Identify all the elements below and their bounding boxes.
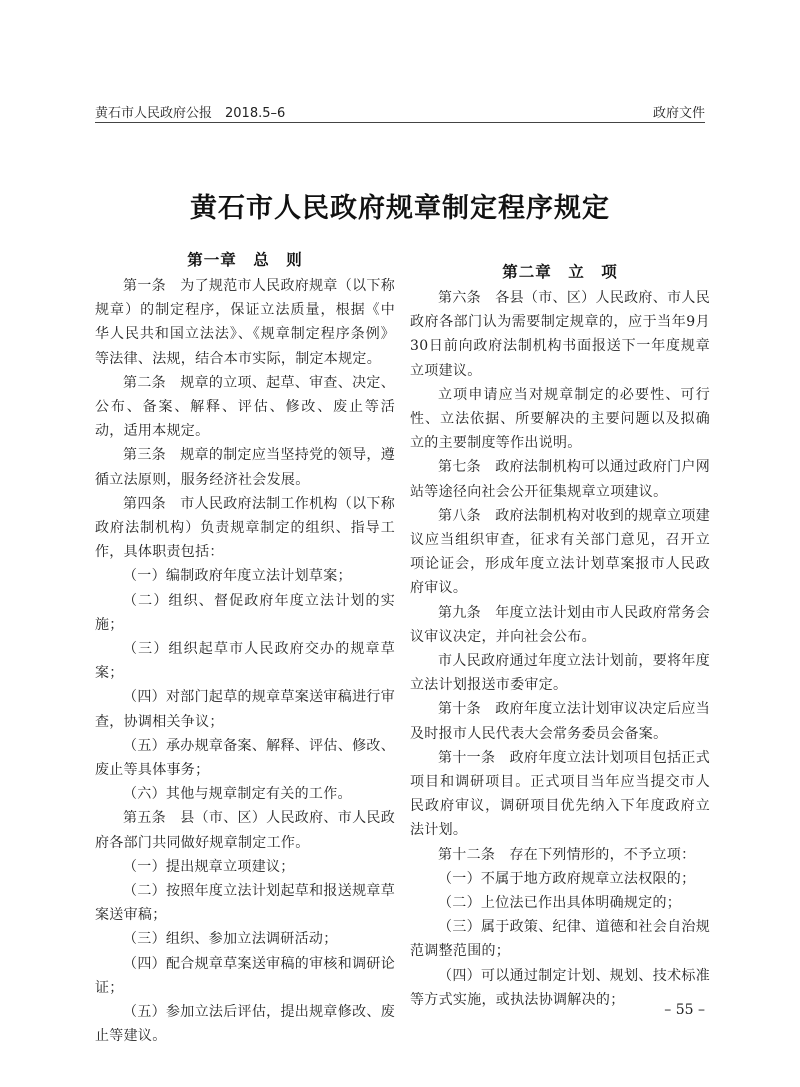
paragraph: 第九条 年度立法计划由市人民政府常务会议审议决定，并向社会公布。 — [410, 604, 710, 645]
paragraph: （五）承办规章备案、解释、评估、修改、废止等具体事务； — [95, 737, 395, 779]
paragraph: （五）参加立法后评估，提出规章修改、废止等建议。 — [95, 1004, 395, 1045]
chapter-heading: 第一章 总 则 — [187, 251, 303, 269]
right-column — [410, 260, 710, 1012]
paragraph: 第六条 各县（市、区）人民政府、市人民政府各部门认为需要制定规章的，应于当年9月30日前向政府法制机构书面报送下一年度规章立项建议。 — [410, 290, 710, 379]
right-column-body — [410, 286, 710, 1012]
paragraph: 第一条 为了规范市人民政府规章（以下称规章）的制定程序，保证立法质量，根据《中华人民共和国立法法》、《规章制定程序条例》等法律、法规，结合本市实际，制定本规定。 — [95, 278, 395, 367]
paragraph: 第四条 市人民政府法制工作机构（以下称政府法制机构）负责规章制定的组织、指导工作，具体职责包括： — [95, 495, 395, 561]
paragraph: （一）编制政府年度立法计划草案； — [123, 568, 352, 585]
paragraph: （三）组织起草市人民政府交办的规章草案； — [95, 641, 395, 682]
paragraph: （三）属于政策、纪律、道德和社会自治规范调整范围的； — [410, 919, 710, 960]
paragraph: （二）按照年度立法计划起草和报送规章草案送审稿； — [95, 883, 395, 924]
page-number: – 55 – — [664, 1002, 705, 1018]
publication-name: 黄石市人民政府公报 2018.5–6 — [95, 106, 286, 121]
paragraph: （一）不属于地方政府规章立法权限的； — [438, 870, 696, 887]
paragraph: 第十条 政府年度立法计划审议决定后应当及时报市人民代表大会常务委员会备案。 — [410, 701, 710, 742]
paragraph: （一）提出规章立项建议； — [123, 858, 295, 875]
paragraph: 第五条 县（市、区）人民政府、市人民政府各部门共同做好规章制定工作。 — [95, 810, 395, 851]
chapter-heading: 第二章 立 项 — [502, 263, 618, 281]
document-title: 黄石市人民政府规章制定程序规定 — [190, 193, 610, 224]
paragraph: （二）上位法已作出具体明确规定的； — [438, 895, 682, 912]
paragraph: 市人民政府通过年度立法计划前，要将年度立法计划报送市委审定。 — [410, 653, 710, 694]
paragraph: （二）组织、督促政府年度立法计划的实施； — [95, 592, 395, 633]
paragraph: 立项申请应当对规章制定的必要性、可行性、立法依据、所要解决的主要问题以及拟确立的主要制度等作出说明。 — [410, 386, 710, 452]
paragraph: 第三条 规章的制定应当坚持党的领导，遵循立法原则，服务经济社会发展。 — [95, 447, 395, 488]
paragraph: 第八条 政府法制机构对收到的规章立项建议应当组织审查，征求有关部门意见，召开立项论证会，形成年度立法计划草案报市人民政府审议。 — [410, 507, 710, 597]
paragraph: （四）可以通过制定计划、规划、技术标准等方式实施，或执法协调解决的； — [410, 967, 710, 1008]
paragraph: （三）组织、参加立法调研活动； — [123, 931, 338, 948]
paragraph: 第十二条 存在下列情形的，不予立项： — [438, 846, 696, 863]
paragraph: （四）配合规章草案送审稿的审核和调研论证； — [95, 955, 395, 996]
paragraph: （六）其他与规章制定有关的工作。 — [123, 786, 352, 803]
paragraph: （四）对部门起草的规章草案送审稿进行审查，协调相关争议； — [95, 689, 395, 730]
running-header — [95, 100, 705, 123]
left-column — [95, 248, 395, 1049]
paragraph: 第二条 规章的立项、起草、审查、决定、公布、备案、解释、评估、修改、废止等活动，适用本规定。 — [95, 374, 395, 440]
section-name: 政府文件 — [652, 106, 705, 121]
paragraph: 第七条 政府法制机构可以通过政府门户网站等途径向社会公开征集规章立项建议。 — [410, 459, 710, 500]
left-column-body — [95, 274, 395, 1049]
paragraph: 第十一条 政府年度立法计划项目包括正式项目和调研项目。正式项目当年应当提交市人民政府审议，调研项目优先纳入下年度政府立法计划。 — [410, 749, 710, 839]
